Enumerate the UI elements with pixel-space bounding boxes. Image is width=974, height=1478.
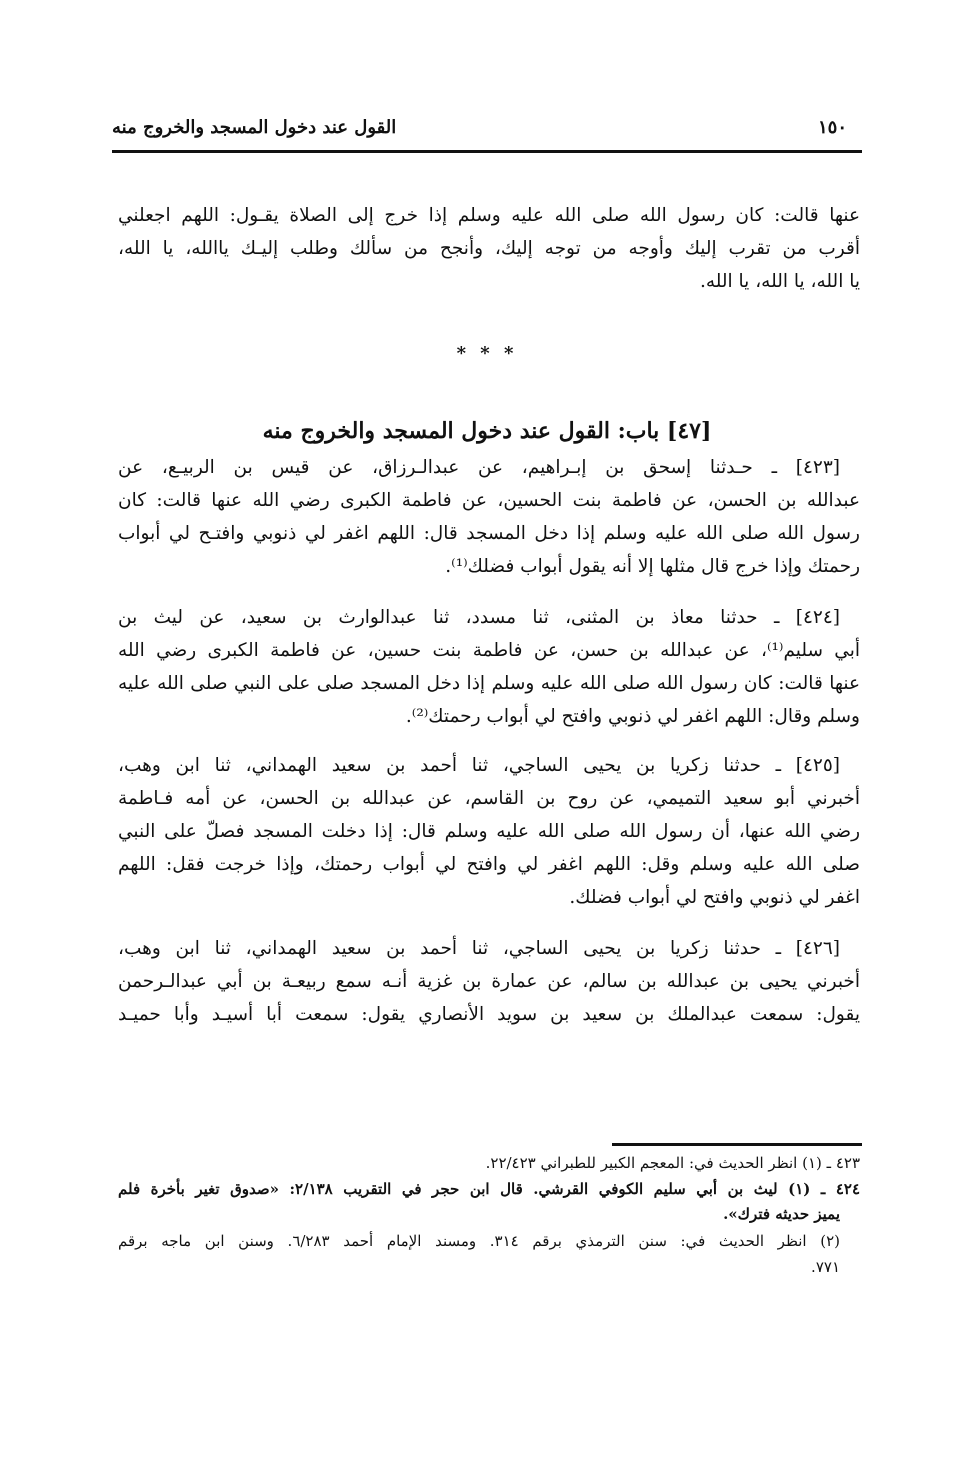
text-line: [٤٢٣] ـ حـدثنا إسحق بن إبـراهيم، عن عبدالـرزاق، عن قيس بن الربيـع، عن <box>118 457 840 478</box>
footnote: (٢) انظر الحديث في: سنن الترمذي برقم ٣١٤. ومسند الإمام أحمد ٦/٢٨٣. وسنن ابن ماجه برقم <box>118 1232 841 1250</box>
text-line: أخبرني أبو سعيد التميمي، عن روح بن القاسم، عن عبدالله بن الحسن، عن أمه فـاطمة <box>118 788 860 809</box>
text-line: صلى الله عليه وسلم وقل: اللهم اغفر لي وافتح لي أبواب رحمتك، وإذا خرجت فقل: اللهم <box>118 854 860 875</box>
text-line: [٤٢٥] ـ حدثنا زكريا بن يحيى الساجي، ثنا أحمد بن سعيد الهمداني، ثنا ابن وهب، <box>118 755 840 776</box>
text-line: عبدالله بن الحسن، عن فاطمة بنت الحسين، عن فاطمة الكبرى رضي الله عنها قالت: كان <box>118 490 860 511</box>
text-line: [٤٢٦] ـ حدثنا زكريا بن يحيى الساجي، ثنا أحمد بن سعيد الهمداني، ثنا ابن وهب، <box>118 938 840 959</box>
footnote: يميز حديثه فترك». <box>723 1205 840 1223</box>
text-line: [٤٢٤] ـ حدثنا معاذ بن المثنى، ثنا مسدد، ثنا عبدالوارث بن سعيد، عن ليث بن <box>118 607 840 628</box>
footnote-rule <box>612 1143 862 1146</box>
page-number: ١٥٠ <box>818 117 848 138</box>
header-rule <box>112 150 862 153</box>
text-line: عنها قالت: كان رسول الله صلى الله عليه وسلم إذا دخل المسجد صلى على النبي صلى الله عليه <box>118 673 860 694</box>
text-line: رضي الله عنها، أن رسول الله صلى الله عليه وسلم قال: إذا دخلت المسجد فصلّ على النبي <box>118 821 860 842</box>
text-line: رحمتك وإذا خرج قال مثلها إلا أنه يقول أبواب فضلك⁽¹⁾. <box>445 556 860 577</box>
section-separator: * * * <box>456 343 518 364</box>
text-line: أخبرني يحيى بن عبدالله بن سالم، عن عمارة بن غزية أنـه سمع ربيعـة بن أبي عبدالـرحمن <box>118 971 860 992</box>
text-line: يا الله، يا الله، يا الله. <box>699 271 860 292</box>
text-line: اغفر لي ذنوبي وافتح لي أبواب فضلك. <box>569 887 860 908</box>
chapter-title: [٤٧] باب: القول عند دخول المسجد والخروج منه <box>262 418 712 444</box>
text-line: وسلم وقال: اللهم اغفر لي ذنوبي وافتح لي أبواب رحمتك⁽²⁾. <box>405 706 860 727</box>
text-line: أقرب من تقرب إليك وأوجه من توجه إليك، وأنجح من سألك وطلب إليـك ياالله، يا الله، <box>118 238 860 259</box>
footnote: ٤٢٣ ـ (١) انظر الحديث في: المعجم الكبير للطبراني ٢٢/٤٢٣. <box>485 1154 860 1172</box>
text-line: عنها قالت: كان رسول الله صلى الله عليه وسلم إذا خرج إلى الصلاة يقـول: اللهم اجعلني <box>118 205 860 226</box>
text-line: أبي سليم⁽¹⁾، عن عبدالله بن حسن، عن فاطمة بنت حسين، عن فاطمة الكبرى رضي الله <box>118 640 861 661</box>
footnote: ٧٧١. <box>811 1258 840 1276</box>
footnote: ٤٢٤ ـ (١) ليث بن أبي سليم الكوفي القرشي. قال ابن حجر في التقريب ٢/١٣٨: «صدوق تغير بأخرة فلم <box>118 1180 861 1198</box>
running-title: القول عند دخول المسجد والخروج منه <box>112 117 397 138</box>
text-line: رسول الله صلى الله عليه وسلم إذا دخل المسجد قال: اللهم اغفر لي ذنوبي وافتـح لي أبواب <box>118 523 860 544</box>
text-line: يقول: سمعت عبدالملك بن سعيد بن سويد الأنصاري يقول: سمعت أبا أسيـد وأبا حميـد <box>118 1004 860 1025</box>
